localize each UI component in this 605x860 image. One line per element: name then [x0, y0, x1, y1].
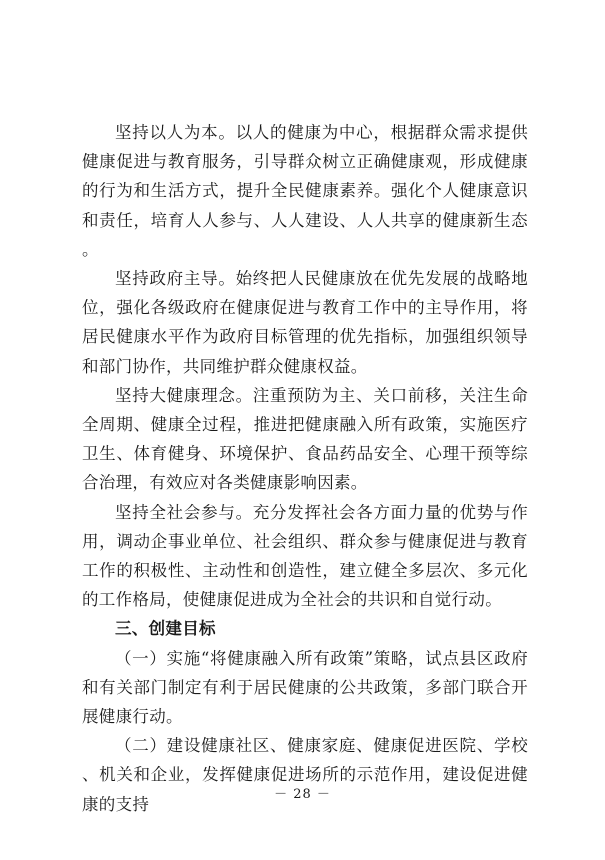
goal-item-2: （二）建设健康社区、健康家庭、健康促进医院、学校、机关和企业，发挥健康促进场所的示范作用，建设促进健康的支持: [82, 736, 528, 814]
page-number: － 28 －: [274, 787, 331, 802]
paragraph-people-centered: 坚持以人为本。以人的健康为中心，根据群众需求提供健康促进与教育服务，引导群众树立正确健康观，形成健康的行为和生活方式，提升全民健康素养。强化个人健康意识和责任，培育人人参与、人人建设、人人共享的健康新生态。: [82, 123, 528, 259]
section-heading: 三、创建目标: [115, 619, 216, 639]
body-text: [82, 118, 528, 819]
paragraph-society-participation: 坚持全社会参与。充分发挥社会各方面力量的优势与作用，调动企事业单位、社会组织、群众参与健康促进与教育工作的积极性、主动性和创造性，建立健全多层次、多元化的工作格局，使健康促进成为全社会的共识和自觉行动。: [82, 502, 528, 610]
paragraph-government-led: 坚持政府主导。始终把人民健康放在优先发展的战略地位，强化各级政府在健康促进与教育工作中的主导作用，将居民健康水平作为政府目标管理的优先指标，加强组织领导和部门协作，共同维护群众健康权益。: [82, 269, 528, 376]
paragraph-big-health-concept: 坚持大健康理念。注重预防为主、关口前移，关注生命全周期、健康全过程，推进把健康融入所有政策，实施医疗卫生、体育健身、环境保护、食品药品安全、心理干预等综合治理，有效应对各类健康影响因素。: [82, 385, 528, 493]
goal-item-1: （一）实施“将健康融入所有政策”策略，试点县区政府和有关部门制定有利于居民健康的公共政策，多部门联合开展健康行动。: [82, 648, 528, 727]
